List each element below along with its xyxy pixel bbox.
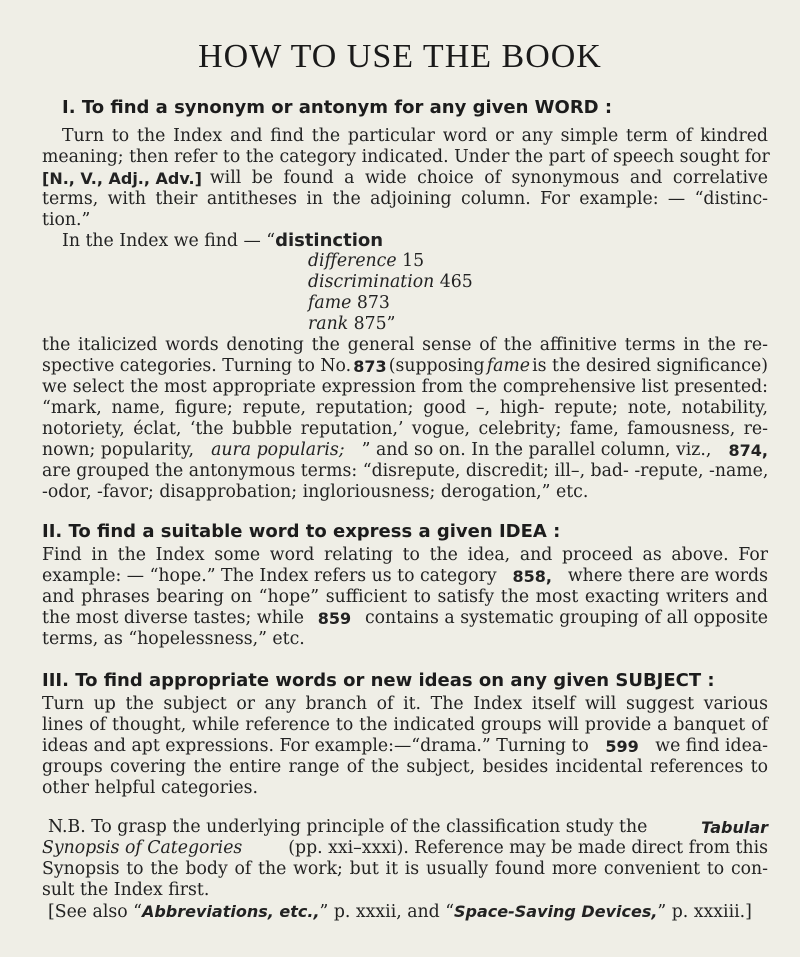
section-1-p2-line-2: spective categories. Turning to No. 873 (supposing fame is the desired significance) — [42, 356, 768, 376]
part-of-speech-abbreviations: [N., V., Adj., Adv.] — [42, 169, 202, 188]
index-example-intro — [62, 230, 383, 252]
section-1-p2-line-7: are grouped the antonymous terms: “disrepute, discredit; ill–, bad- -repute, -name, — [42, 461, 769, 481]
section-1-p2-line-8: -odor, -favor; disapprobation; ingloriousness; derogation,” etc. — [42, 482, 589, 502]
category-number: 874, — [728, 441, 768, 460]
page-title: HOW TO USE THE BOOK — [198, 38, 602, 75]
section-3-line-3: ideas and apt expressions. For example:—“drama.” Turning to 599 we find idea- — [42, 736, 768, 756]
section-1-numeral: I. — [62, 97, 76, 118]
category-number: 599 — [605, 737, 639, 756]
section-1-line-2: meaning; then refer to the category indicated. Under the part of speech sought for — [42, 147, 770, 167]
nb-line-2: Synopsis of Categories (pp. xxi–xxxi). Reference may be made direct from this — [42, 838, 768, 858]
section-1-heading-text: To find a synonym or antonym for any given WORD : — [81, 97, 613, 118]
section-1-line-3 — [42, 168, 768, 189]
section-3-line-5: other helpful categories. — [42, 778, 258, 798]
section-1-line-4: terms, with their antitheses in the adjoining column. For example: — “distinc- — [42, 189, 768, 209]
section-1-p2-line-1: the italicized words denoting the general sense of the affinitive terms in the re- — [42, 335, 768, 355]
section-1-p2-line-5: notoriety, éclat, ‘the bubble reputation,’ vogue, celebrity; fame, famousness, re- — [42, 419, 768, 439]
nb-line-3: Synopsis to the body of the work; but it is usually found more convenient to con- — [42, 859, 768, 879]
section-1-heading — [62, 97, 612, 119]
section-3-heading: III. To find appropriate words or new ideas on any given SUBJECT : — [42, 670, 715, 691]
section-2-line-1: Find in the Index some word relating to the idea, and proceed as above. For — [42, 545, 768, 565]
category-number: 873 — [353, 357, 387, 376]
section-1-line-1: Turn to the Index and find the particular word or any simple term of kindred — [62, 126, 768, 146]
section-2-line-2: example: — “hope.” The Index refers us to category 858, where there are words — [42, 566, 768, 586]
section-2-line-4: the most diverse tastes; while 859 contains a systematic grouping of all opposite — [42, 608, 768, 628]
section-2-line-5: terms, as “hopelessness,” etc. — [42, 629, 305, 649]
section-1-p2-line-3: we select the most appropriate expression from the comprehensive list presented: — [42, 377, 768, 397]
section-2-line-3: and phrases bearing on “hope” sufficient to satisfy the most exacting writers and — [42, 587, 768, 607]
see-also-line: [See also “Abbreviations, etc.,” p. xxxii, and “Space-Saving Devices,” p. xxxiii.] — [48, 902, 752, 922]
category-number: 859 — [317, 609, 352, 628]
nb-line-4: sult the Index first. — [42, 880, 210, 900]
section-3-line-1: Turn up the subject or any branch of it. The Index itself will suggest various — [42, 694, 768, 714]
index-entry: difference 15 — [308, 251, 425, 271]
category-number: 858, — [512, 567, 552, 586]
section-1-p2-line-4: “mark, name, figure; repute, reputation; good –, high- repute; note, notability, — [42, 398, 768, 418]
section-2-heading: II. To find a suitable word to express a given IDEA : — [42, 521, 561, 542]
index-headword: distinction — [275, 230, 384, 251]
index-entry: rank 875” — [308, 314, 396, 334]
section-3-line-2: lines of thought, while reference to the indicated groups will provide a banquet of — [42, 715, 768, 735]
nb-line-1: N.B. To grasp the underlying principle of the classification study the Tabular — [48, 817, 768, 837]
section-1-line-5: tion.” — [42, 210, 91, 230]
index-entry: discrimination 465 — [308, 272, 473, 292]
section-3-line-4: groups covering the entire range of the subject, besides incidental references to — [42, 757, 768, 777]
section-1-p2-line-6: nown; popularity, aura popularis; ” and so on. In the parallel column, viz., 874, — [42, 440, 768, 460]
index-intro-text: In the Index we find — “ — [62, 231, 276, 251]
index-entry: fame 873 — [308, 293, 390, 313]
section-1-line-3-text: will be found a wide choice of synonymous and correlative — [209, 168, 768, 188]
